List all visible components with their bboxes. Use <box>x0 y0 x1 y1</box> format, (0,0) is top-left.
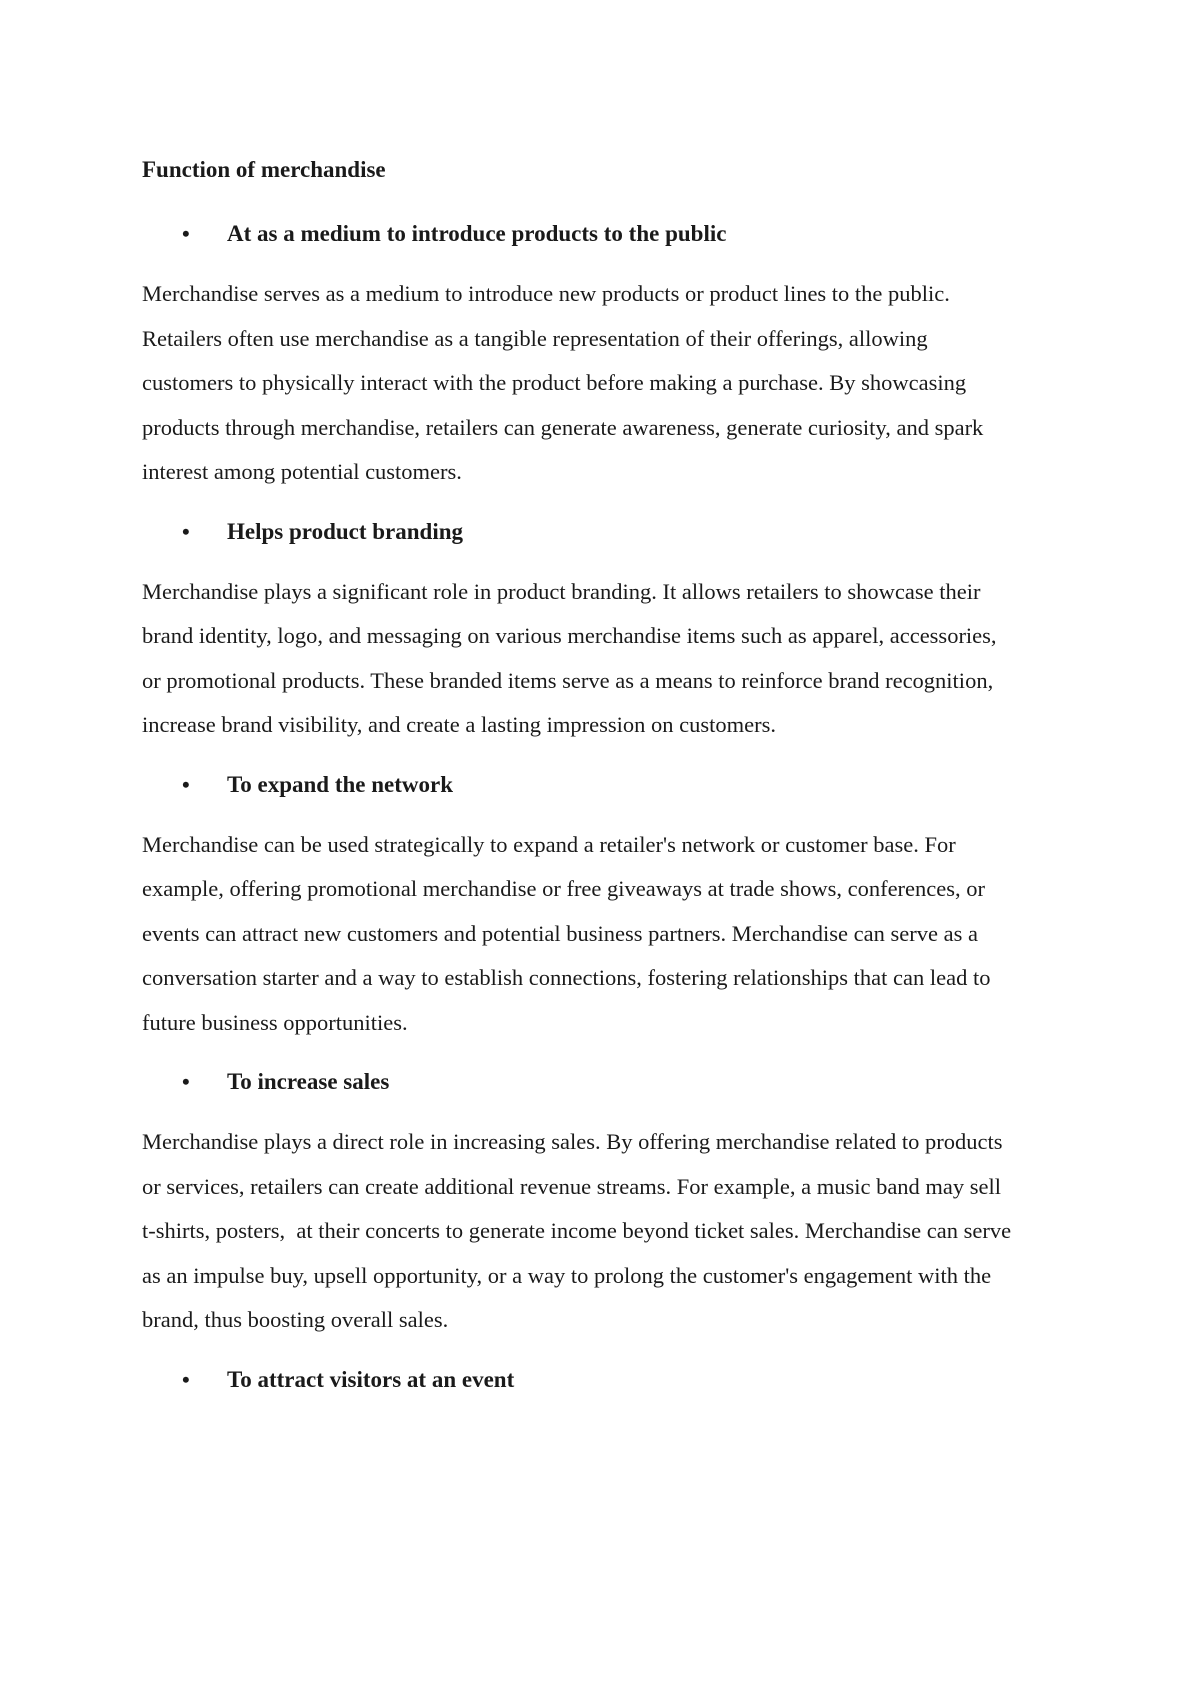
paragraph <box>142 570 1062 748</box>
section <box>142 767 1062 1046</box>
paragraph <box>142 823 1062 1046</box>
bullet-heading-text: At as a medium to introduce products to the public <box>227 221 727 246</box>
paragraph-line: increase brand visibility, and create a lasting impression on customers. <box>142 712 776 737</box>
bullet-dot-icon: • <box>182 771 190 797</box>
paragraph-line: or services, retailers can create additional revenue streams. For example, a music band may sell <box>142 1173 1002 1199</box>
paragraph-line: brand identity, logo, and messaging on various merchandise items such as apparel, accessories, <box>142 623 997 648</box>
bullet-heading <box>142 1362 1062 1398</box>
document-body <box>142 152 1062 1418</box>
paragraph-line: Merchandise can be used strategically to expand a retailer's network or customer base. For <box>142 831 956 857</box>
bullet-heading-text: Helps product branding <box>227 518 464 544</box>
paragraph-line: Merchandise serves as a medium to introduce new products or product lines to the public. <box>142 281 950 306</box>
sections-container <box>142 216 1062 1398</box>
bullet-dot-icon: • <box>182 1069 190 1094</box>
bullet-heading-text: To increase sales <box>227 1069 390 1094</box>
bullet-heading <box>142 1064 1062 1100</box>
paragraph-line: events can attract new customers and potential business partners. Merchandise can serve as a <box>142 920 978 946</box>
paragraph-line: brand, thus boosting overall sales. <box>142 1307 449 1332</box>
bullet-heading <box>142 514 1062 550</box>
paragraph-line: Retailers often use merchandise as a tangible representation of their offerings, allowing <box>142 325 928 351</box>
paragraph <box>142 1120 1062 1343</box>
bullet-heading-text: To expand the network <box>227 771 453 797</box>
bullet-heading-text: To attract visitors at an event <box>227 1366 515 1392</box>
paragraph-line: or promotional products. These branded items serve as a means to reinforce brand recognition, <box>142 667 994 693</box>
bullet-dot-icon: • <box>182 518 190 544</box>
paragraph <box>142 272 1062 495</box>
bullet-dot-icon: • <box>182 221 190 246</box>
section <box>142 1362 1062 1398</box>
paragraph-line: t-shirts, posters, at their concerts to generate income beyond ticket sales. Merchandise can serve <box>142 1218 1012 1243</box>
paragraph-line: conversation starter and a way to establish connections, fostering relationships that can lead to <box>142 965 991 990</box>
paragraph-line: Merchandise plays a direct role in increasing sales. By offering merchandise related to products <box>142 1129 1003 1154</box>
paragraph-line: example, offering promotional merchandise or free giveaways at trade shows, conferences, or <box>142 876 986 901</box>
paragraph-line: customers to physically interact with the product before making a purchase. By showcasing <box>142 370 967 395</box>
bullet-heading <box>142 216 1062 252</box>
section <box>142 1064 1062 1343</box>
document-title: Function of merchandise <box>142 157 386 182</box>
paragraph-line: interest among potential customers. <box>142 459 462 484</box>
paragraph-line: future business opportunities. <box>142 1009 408 1035</box>
section <box>142 514 1062 748</box>
bullet-heading <box>142 767 1062 803</box>
paragraph-line: as an impulse buy, upsell opportunity, or a way to prolong the customer's engagement with the <box>142 1262 992 1288</box>
section <box>142 216 1062 495</box>
paragraph-line: products through merchandise, retailers can generate awareness, generate curiosity, and spark <box>142 414 984 440</box>
paragraph-line: Merchandise plays a significant role in product branding. It allows retailers to showcase their <box>142 578 981 604</box>
bullet-dot-icon: • <box>182 1366 190 1392</box>
